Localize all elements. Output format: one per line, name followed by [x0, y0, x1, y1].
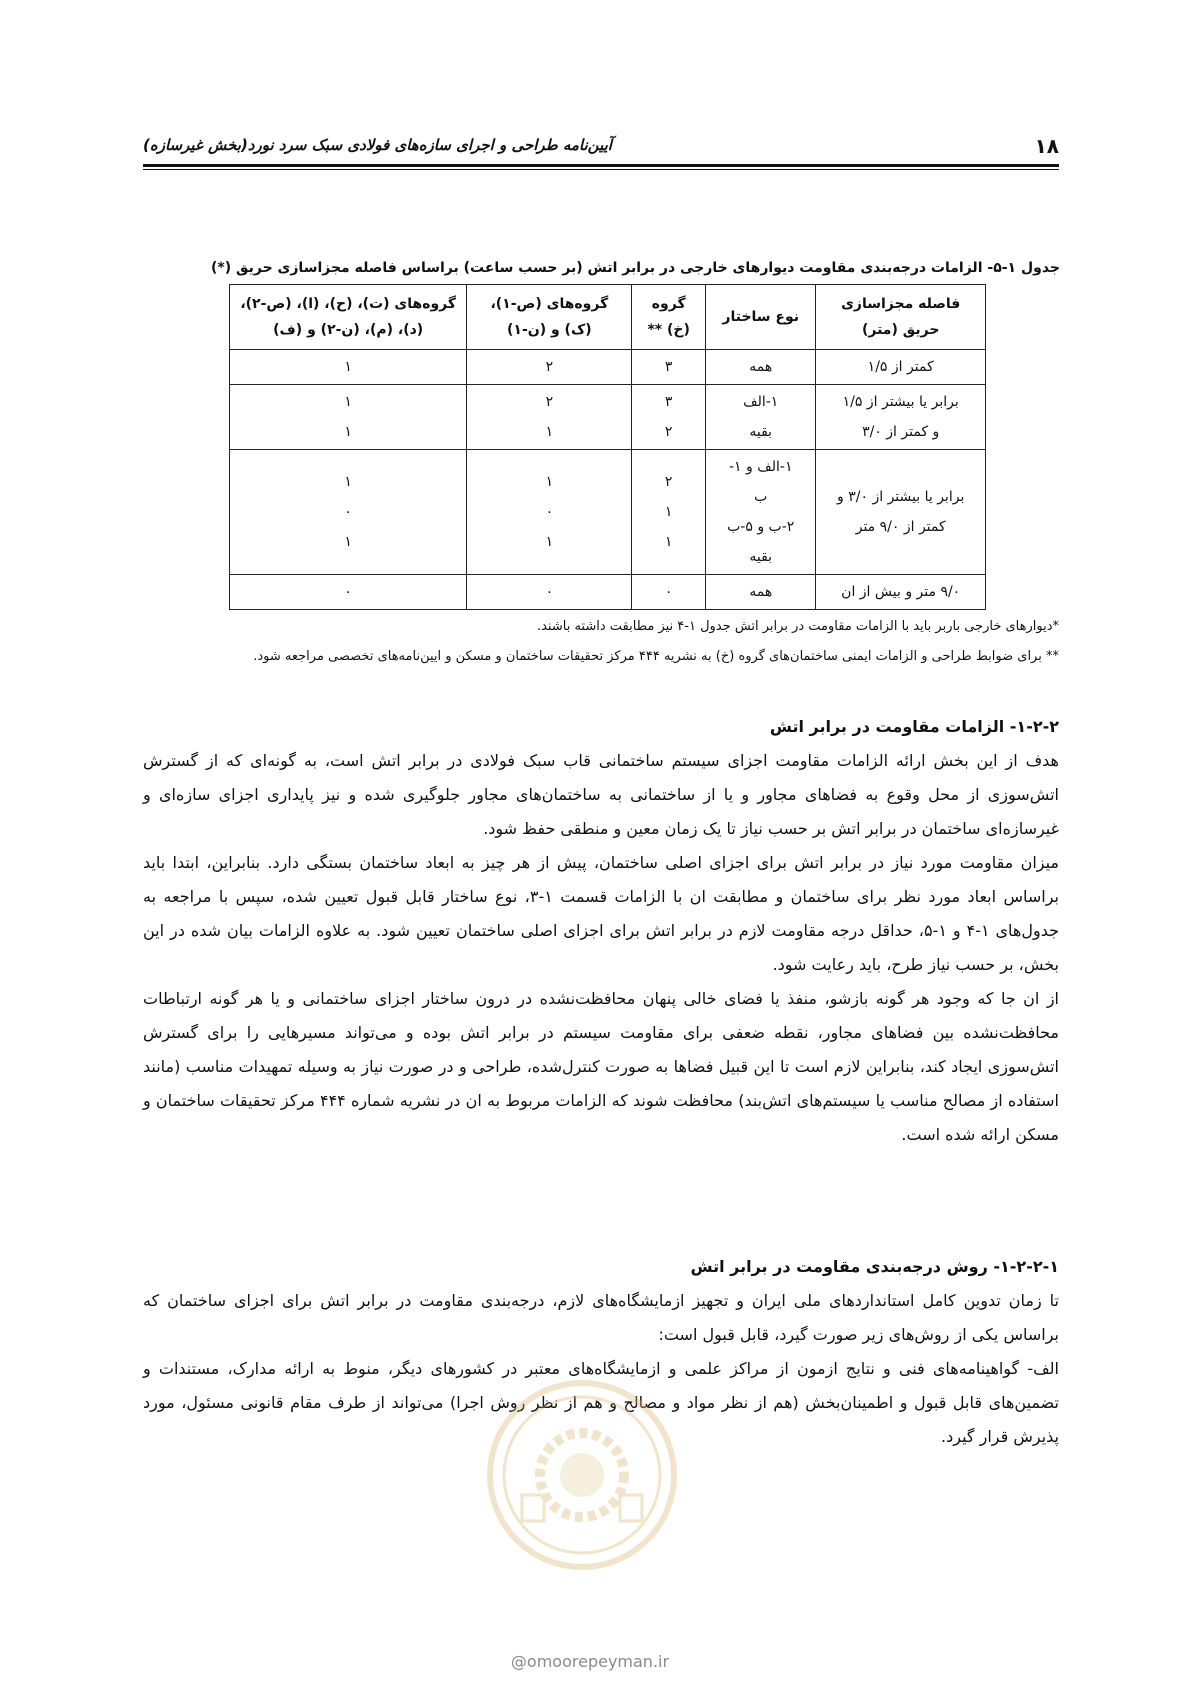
cell-others: ۱ ۰ ۱ — [230, 450, 467, 575]
table-row — [230, 575, 986, 610]
cell-others: ۱ — [230, 350, 467, 385]
cell-distance: ۹/۰ متر و بیش از ان — [816, 575, 986, 610]
cell-structure: همه — [706, 350, 816, 385]
running-title: آیین‌نامه طراحی و اجرای سازه‌های فولادی سبک سرد نورد(بخش غیرسازه) — [143, 136, 612, 154]
header-structure: نوع ساختار — [706, 285, 816, 350]
header-group-others: گروه‌های (ت)، (ح)، (ا)، (ص-۲)، (د)، (م)، (ن-۲) و (ف) — [230, 285, 467, 350]
cell-kh: ۲ ۱ ۱ — [632, 450, 706, 575]
watermark-url: @omoorepeyman.ir — [510, 1652, 670, 1671]
table-row — [230, 350, 986, 385]
cell-kh: ۰ — [632, 575, 706, 610]
table-caption: جدول ۱-۵- الزامات درجه‌بندی مقاومت دیوارهای خارجی در برابر اتش (بر حسب ساعت) براساس فاصله مجزاسازی حریق (*) — [211, 260, 1060, 276]
fire-rating-table — [229, 284, 986, 610]
cell-distance: برابر یا بیشتر از ۳/۰ و کمتر از ۹/۰ متر — [816, 450, 986, 575]
cell-s1: ۱ ۰ ۱ — [467, 450, 632, 575]
header-group-s1: گروه‌های (ص-۱)، (ک) و (ن-۱) — [467, 285, 632, 350]
paragraph: تا زمان تدوین کامل استانداردهای ملی ایران و تجهیز ازمایشگاه‌های لازم، درجه‌بندی مقاومت در برابر اتش برای اجزای ساختمان که براساس یکی از روش‌های زیر صورت گیرد، قابل قبول است: — [143, 1291, 1059, 1344]
cell-others: ۱ ۱ — [230, 385, 467, 450]
cell-s1: ۲ ۱ — [467, 385, 632, 450]
cell-structure: ۱-الف و ۱- ب ۲-ب و ۵-ب بقیه — [706, 450, 816, 575]
table-row — [230, 450, 986, 575]
table-notes — [143, 612, 1059, 672]
section-heading: ۱-۲-۲- الزامات مقاومت در برابر اتش — [769, 717, 1059, 736]
note-1: *دیوارهای خارجی باربر باید با الزامات مقاومت در برابر اتش جدول ۱-۴ نیز مطابقت داشته باشند. — [536, 619, 1059, 634]
page-header — [143, 128, 1059, 168]
header-rule-thin — [143, 169, 1059, 170]
cell-structure: همه — [706, 575, 816, 610]
table-header-row — [230, 285, 986, 350]
page-number: ۱۸ — [1034, 134, 1059, 158]
header-distance: فاصله مجزاسازی حریق (متر) — [816, 285, 986, 350]
cell-kh: ۳ ۲ — [632, 385, 706, 450]
header-rule — [143, 164, 1059, 167]
cell-kh: ۳ — [632, 350, 706, 385]
paragraph: از ان جا که وجود هر گونه بازشو، منفذ یا فضای خالی پنهان محافظت‌نشده در درون ساختار اجزای ساختمانی و یا هر گونه ارتباطات محافظت‌نشده بین فضاهای مجاور، نقطه ضعفی برای مقاومت سیستم در برابر اتش بوده و می‌تواند مسیرهایی را برای گسترش اتش‌سوزی ایجاد کند، بنابراین لازم است تا این قبیل فضاها به صورت کنترل‌شده، طراحی و در صورت نیاز به وسیله تمهیدات مناسب (مانند استفاده از مصالح مناسب یا سیستم‌های اتش‌بند) محافظت شوند که الزامات مربوط به ان در نشریه شماره ۴۴۴ مرکز تحقیقات ساختمان و مسکن ارائه شده است. — [143, 989, 1059, 1144]
cell-structure: ۱-الف بقیه — [706, 385, 816, 450]
cell-s1: ۲ — [467, 350, 632, 385]
cell-distance: کمتر از ۱/۵ — [816, 350, 986, 385]
table-row — [230, 385, 986, 450]
paragraph: الف- گواهینامه‌های فنی و نتایج ازمون از مراکز علمی و ازمایشگاه‌های معتبر در کشورهای دیگر، منوط به ارائه مدارک، مستندات و تضمین‌های قابل قبول و اطمینان‌بخش (هم از نظر مواد و مصالح و هم از نظر روش اجرا) می‌تواند از طرف مقام قانونی مسئول، مورد پذیرش قرار گیرد. — [143, 1359, 1059, 1446]
watermark-seal — [482, 1375, 682, 1575]
paragraph: میزان مقاومت مورد نیاز در برابر اتش برای اجزای اصلی ساختمان، پیش از هر چیز به ابعاد ساختمان بستگی دارد. بنابراین، ابتدا باید براساس ابعاد مورد نظر برای ساختمان و مطابقت ان با الزامات قسمت ۱-۳، نوع ساختار قابل قبول تعیین شده، سپس با مراجعه به جدول‌های ۱-۴ و ۱-۵، حداقل درجه مقاومت لازم در برابر اتش برای اجزای اصلی ساختمان تعیین شود. به علاوه الزامات بیان شده در این بخش، بر حسب نیاز طرح، باید رعایت شود. — [143, 853, 1060, 974]
section-fire-resistance — [143, 710, 1059, 1152]
cell-s1: ۰ — [467, 575, 632, 610]
header-group-kh: گروه (خ) ** — [632, 285, 706, 350]
section-heading: ۱-۲-۲-۱- روش درجه‌بندی مقاومت در برابر اتش — [690, 1257, 1059, 1276]
note-2: ** برای ضوابط طراحی و الزامات ایمنی ساختمان‌های گروه (خ) به نشریه ۴۴۴ مرکز تحقیقات ساختمان و مسکن و ایین‌نامه‌های تخصصی مراجعه شود. — [253, 649, 1059, 664]
paragraph: هدف از این بخش ارائه الزامات مقاومت اجزای سیستم ساختمانی قاب سبک فولادی در برابر اتش است، به گونه‌ای که از گسترش اتش‌سوزی از محل وقوع به فضاهای مجاور و یا از ساختمانی به ساختمان‌های مجاور جلوگیری شده و نیز پایداری اجزای سازه‌ای و غیرسازه‌ای ساختمان در برابر اتش بر حسب نیاز تا یک زمان معین و منطقی حفظ شود. — [143, 751, 1059, 838]
cell-others: ۰ — [230, 575, 467, 610]
cell-distance: برابر یا بیشتر از ۱/۵ و کمتر از ۳/۰ — [816, 385, 986, 450]
